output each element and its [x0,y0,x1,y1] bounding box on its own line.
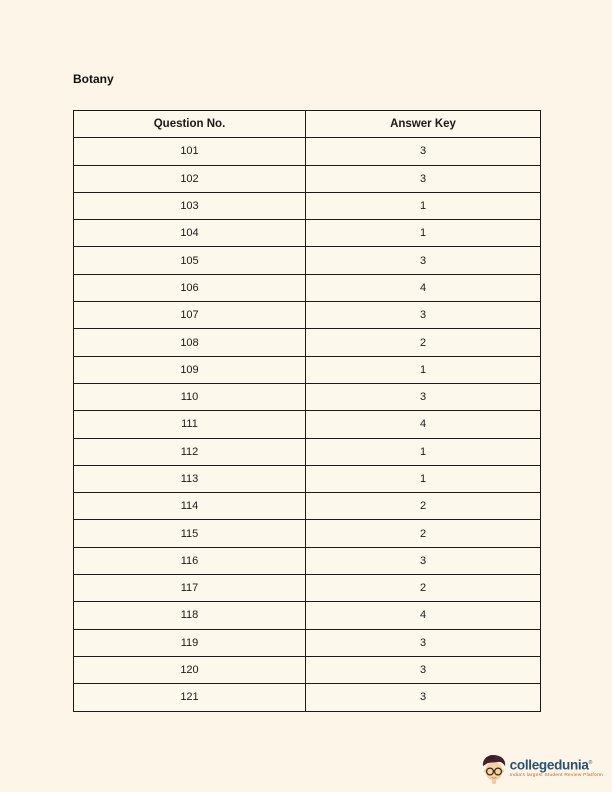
answer-key-cell: 3 [306,684,541,711]
table-row [74,329,541,356]
answer-key-cell: 3 [306,165,541,192]
answer-key-cell: 4 [306,411,541,438]
question-no-cell: 115 [74,520,306,547]
answer-key-cell: 3 [306,302,541,329]
logo-text-block [510,754,603,778]
answer-key-cell: 2 [306,493,541,520]
header-row [74,111,541,138]
question-no-cell: 107 [74,302,306,329]
brand-name [510,757,603,772]
table-row [74,165,541,192]
table-row [74,138,541,165]
question-no-header: Question No. [74,111,306,138]
question-no-cell: 116 [74,547,306,574]
answer-key-cell: 2 [306,575,541,602]
question-no-cell: 111 [74,411,306,438]
question-no-cell: 120 [74,656,306,683]
question-no-cell: 101 [74,138,306,165]
table-row [74,629,541,656]
answer-key-cell: 3 [306,247,541,274]
table-row [74,411,541,438]
table-row [74,520,541,547]
answer-key-cell: 1 [306,192,541,219]
table-row [74,247,541,274]
brand-tagline: India's largest Student Review Platform [509,773,603,778]
table-row [74,465,541,492]
question-no-cell: 110 [74,383,306,410]
table-row [74,547,541,574]
answer-key-cell: 1 [306,438,541,465]
table-row [74,684,541,711]
table-row [74,302,541,329]
question-no-cell: 118 [74,602,306,629]
question-no-cell: 119 [74,629,306,656]
question-no-cell: 113 [74,465,306,492]
question-no-cell: 103 [74,192,306,219]
answer-key-cell: 1 [306,356,541,383]
brand-wordmark: collegedunia [509,757,589,773]
answer-key-cell: 1 [306,465,541,492]
section-title: Botany [73,72,114,86]
question-no-cell: 105 [74,247,306,274]
question-no-cell: 114 [74,493,306,520]
answer-key-cell: 1 [306,220,541,247]
table-row [74,575,541,602]
question-no-cell: 106 [74,274,306,301]
table-row [74,356,541,383]
table-row [74,493,541,520]
answer-key-table-header [74,111,541,138]
question-no-cell: 117 [74,575,306,602]
student-mascot-icon [481,754,507,785]
table-row [74,383,541,410]
answer-table-body [74,138,541,711]
question-no-cell: 121 [74,684,306,711]
answer-key-table [73,110,541,712]
question-no-cell: 102 [74,165,306,192]
answer-key-cell: 3 [306,629,541,656]
question-no-cell: 104 [74,220,306,247]
table-row [74,220,541,247]
question-no-cell: 109 [74,356,306,383]
registered-mark: ® [588,760,592,766]
answer-key-cell: 2 [306,329,541,356]
answer-key-cell: 3 [306,138,541,165]
answer-key-cell: 4 [306,602,541,629]
table-row [74,602,541,629]
answer-key-cell: 3 [306,656,541,683]
table-row [74,192,541,219]
question-no-cell: 108 [74,329,306,356]
table-row [74,438,541,465]
answer-key-header: Answer Key [306,111,541,138]
question-no-cell: 112 [74,438,306,465]
collegedunia-logo [481,754,603,785]
answer-key-cell: 3 [306,383,541,410]
table-row [74,656,541,683]
answer-key-cell: 4 [306,274,541,301]
table-row [74,274,541,301]
answer-key-cell: 3 [306,547,541,574]
answer-key-cell: 2 [306,520,541,547]
